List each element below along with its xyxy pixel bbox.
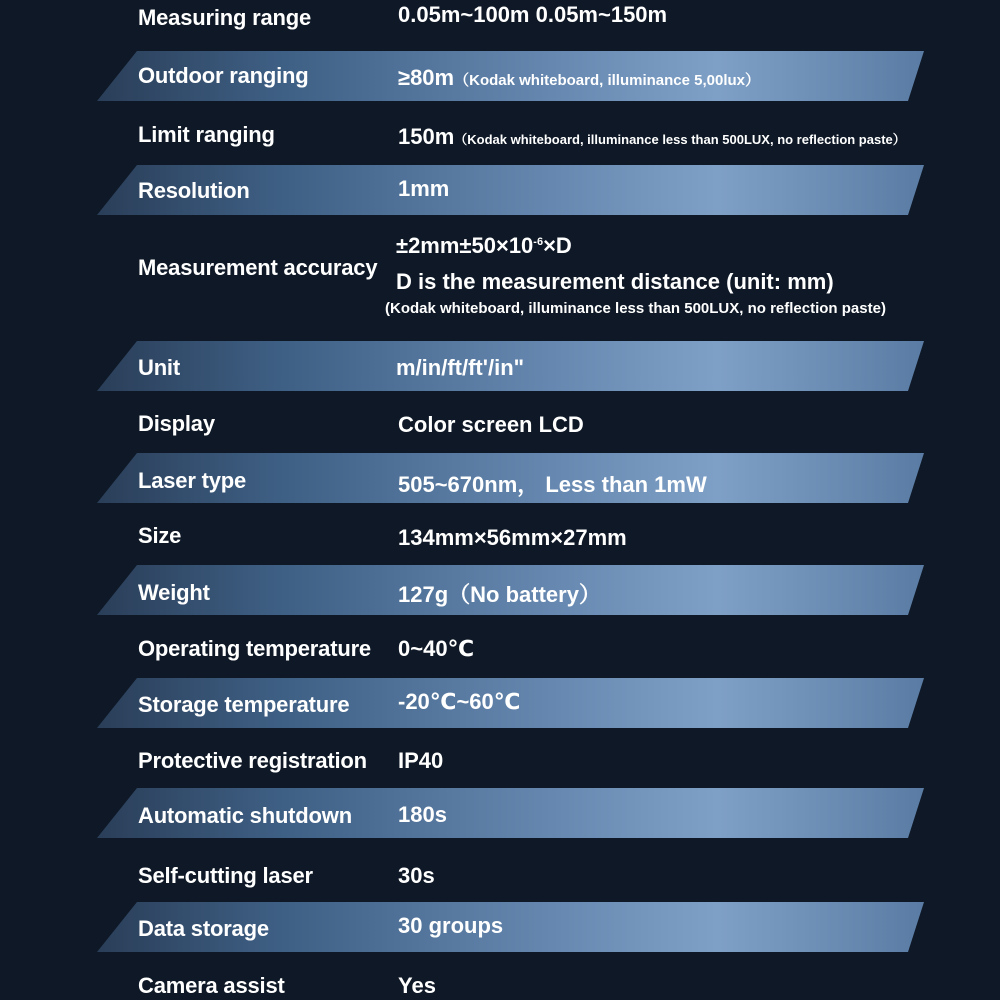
spec-value xyxy=(398,124,906,150)
spec-label: Self-cutting laser xyxy=(138,863,313,888)
spec-label: Storage temperature xyxy=(138,692,350,717)
spec-label: Outdoor ranging xyxy=(138,63,309,88)
accuracy-formula: ±2mm±50×10 xyxy=(396,233,534,258)
spec-value xyxy=(396,233,572,259)
spec-label: Display xyxy=(138,411,215,436)
spec-value-main: ≥80m xyxy=(398,65,455,90)
spec-label: Size xyxy=(138,523,182,548)
spec-value: 30s xyxy=(398,863,435,888)
spec-value: 180s xyxy=(398,802,447,827)
spec-value: Yes xyxy=(398,973,436,998)
spec-label: Laser type xyxy=(138,468,247,493)
spec-label: Measuring range xyxy=(138,5,312,30)
accuracy-description: D is the measurement distance (unit: mm) xyxy=(396,269,834,294)
spec-value-note: （Kodak whiteboard, illuminance 5,00lux） xyxy=(454,72,761,89)
spec-value: -20℃~60℃ xyxy=(398,689,521,714)
spec-value-note: （Kodak whiteboard, illuminance less than 500LUX, no reflection paste） xyxy=(454,132,906,147)
spec-label: Measurement accuracy xyxy=(138,255,378,280)
spec-label: Camera assist xyxy=(138,973,285,998)
spec-label: Protective registration xyxy=(138,748,367,773)
spec-value: 1mm xyxy=(398,176,450,201)
spec-value: IP40 xyxy=(398,748,444,773)
spec-value: Color screen LCD xyxy=(398,412,584,437)
spec-value: 0~40℃ xyxy=(398,636,475,661)
spec-value: 127g（No battery） xyxy=(398,582,601,607)
spec-value: 505~670nm， Less than 1mW xyxy=(398,472,707,497)
spec-label: Limit ranging xyxy=(138,122,275,147)
spec-label: Data storage xyxy=(138,916,269,941)
accuracy-exponent: -6 xyxy=(533,236,544,248)
spec-label: Resolution xyxy=(138,178,250,203)
spec-label: Operating temperature xyxy=(138,636,371,661)
spec-value xyxy=(398,65,760,91)
spec-value: m/in/ft/ft'/in" xyxy=(396,355,525,380)
spec-label: Unit xyxy=(138,355,180,380)
spec-label: Automatic shutdown xyxy=(138,803,352,828)
spec-value: 134mm×56mm×27mm xyxy=(398,525,627,550)
spec-value-main: 150m xyxy=(398,124,455,149)
accuracy-formula-tail: ×D xyxy=(543,233,572,258)
spec-label: Weight xyxy=(138,580,210,605)
accuracy-note: (Kodak whiteboard, illuminance less than 500LUX, no reflection paste) xyxy=(385,300,886,317)
spec-value: 30 groups xyxy=(398,913,504,938)
spec-value: 0.05m~100m⁠ 0.05m~150m xyxy=(398,2,668,27)
